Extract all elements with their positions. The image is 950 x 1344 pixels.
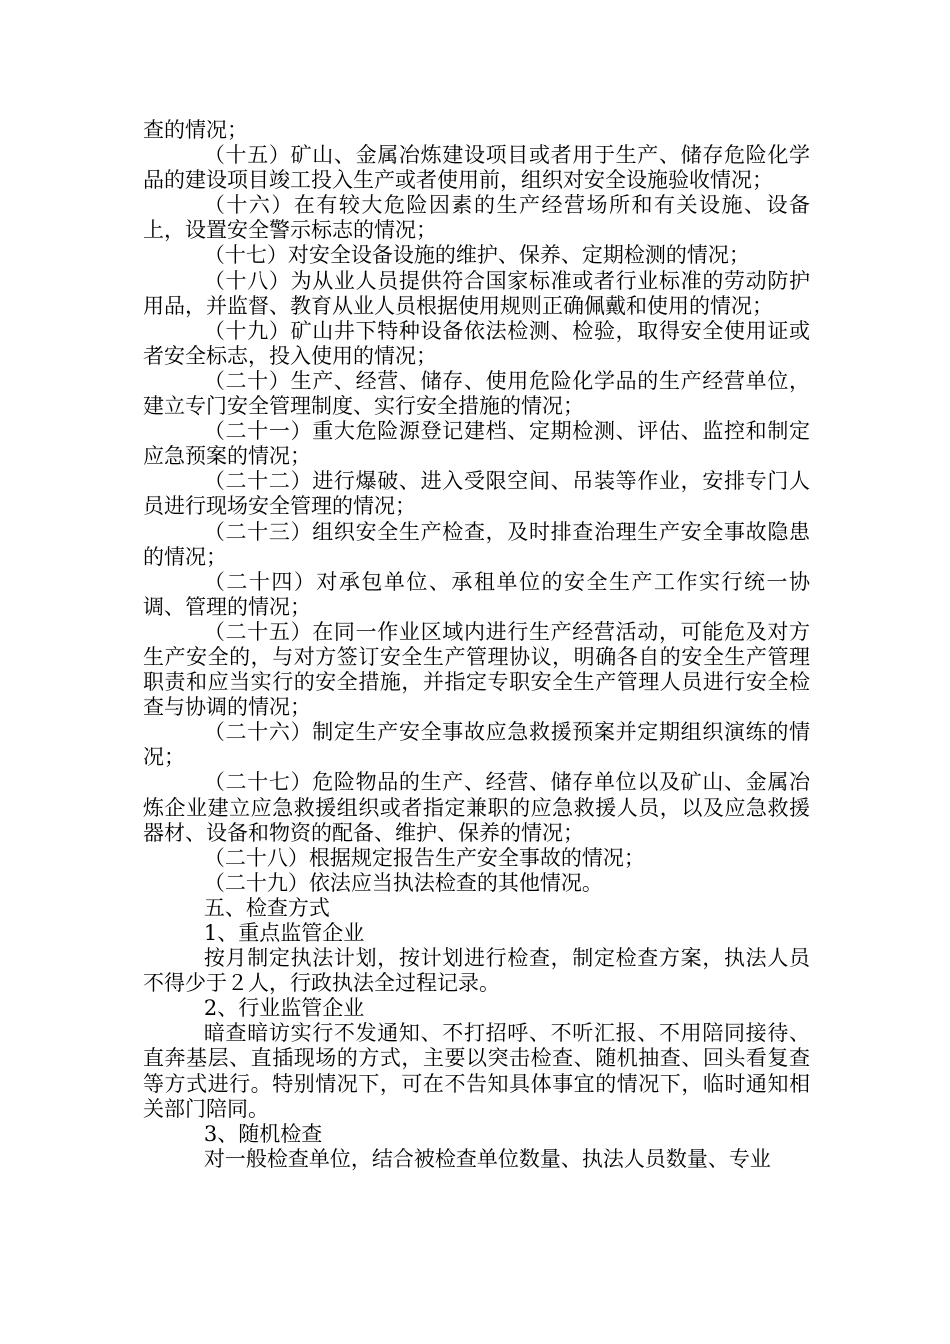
- inspection-item-16: （十六）在有较大危险因素的生产经营场所和有关设施、设备上，设置安全警示标志的情况；: [143, 193, 810, 243]
- paragraph-industry-supervision: 暗查暗访实行不发通知、不打招呼、不听汇报、不用陪同接待、直奔基层、直插现场的方式，主要以突击检查、随机抽查、回头看复查等方式进行。特别情况下，可在不告知具体事宜的情况下，临时通知相关部门陪同。: [143, 1021, 810, 1121]
- document-body: [143, 118, 810, 1172]
- inspection-item-25: （二十五）在同一作业区域内进行生产经营活动，可能危及对方生产安全的，与对方签订安全生产管理协议，明确各自的安全生产管理职责和应当实行的安全措施，并指定专职安全生产管理人员进行安全检查与协调的情况；: [143, 619, 810, 720]
- subheading-industry-supervised-enterprises: 2、行业监管企业: [203, 996, 365, 1021]
- inspection-item-22: （二十二）进行爆破、进入受限空间、吊装等作业，安排专门人员进行现场安全管理的情况；: [143, 469, 810, 519]
- inspection-item-17: （十七）对安全设备设施的维护、保养、定期检测的情况；: [203, 243, 750, 268]
- subheading-key-supervised-enterprises: 1、重点监管企业: [203, 921, 365, 945]
- section-heading-inspection-methods: 五、检查方式: [203, 895, 330, 920]
- inspection-item-20: （二十）生产、经营、储存、使用危险化学品的生产经营单位，建立专门安全管理制度、实行安全措施的情况；: [143, 368, 810, 419]
- paragraph-key-supervision: 按月制定执法计划，按计划进行检查，制定检查方案，执法人员不得少于２人，行政执法全过程记录。: [143, 946, 810, 996]
- inspection-item-24: （二十四）对承包单位、承租单位的安全生产工作实行统一协调、管理的情况；: [143, 569, 810, 619]
- inspection-item-21: （二十一）重大危险源登记建档、定期检测、评估、监控和制定应急预案的情况；: [143, 419, 810, 469]
- paragraph-random-inspection: 对一般检查单位，结合被检查单位数量、执法人员数量、专业: [203, 1146, 771, 1171]
- subheading-random-inspection: 3、随机检查: [203, 1121, 323, 1146]
- paragraph-continuation: 查的情况；: [143, 118, 248, 142]
- inspection-item-27: （二十七）危险物品的生产、经营、储存单位以及矿山、金属冶炼企业建立应急救援组织或者指定兼职的应急救援人员，以及应急救援器材、设备和物资的配备、维护、保养的情况；: [143, 770, 810, 845]
- inspection-item-26: （二十六）制定生产安全事故应急救援预案并定期组织演练的情况；: [143, 720, 810, 770]
- inspection-item-18: （十八）为从业人员提供符合国家标准或者行业标准的劳动防护用品，并监督、教育从业人员根据使用规则正确佩戴和使用的情况；: [143, 268, 810, 318]
- inspection-item-29: （二十九）依法应当执法检查的其他情况。: [203, 870, 603, 895]
- inspection-item-15: （十五）矿山、金属冶炼建设项目或者用于生产、储存危险化学品的建设项目竣工投入生产或者使用前，组织对安全设施验收情况；: [143, 143, 810, 193]
- inspection-item-28: （二十八）根据规定报告生产安全事故的情况；: [203, 845, 645, 870]
- inspection-item-19: （十九）矿山井下特种设备依法检测、检验，取得安全使用证或者安全标志，投入使用的情况；: [143, 318, 810, 368]
- inspection-item-23: （二十三）组织安全生产检查，及时排查治理生产安全事故隐患的情况；: [143, 519, 810, 569]
